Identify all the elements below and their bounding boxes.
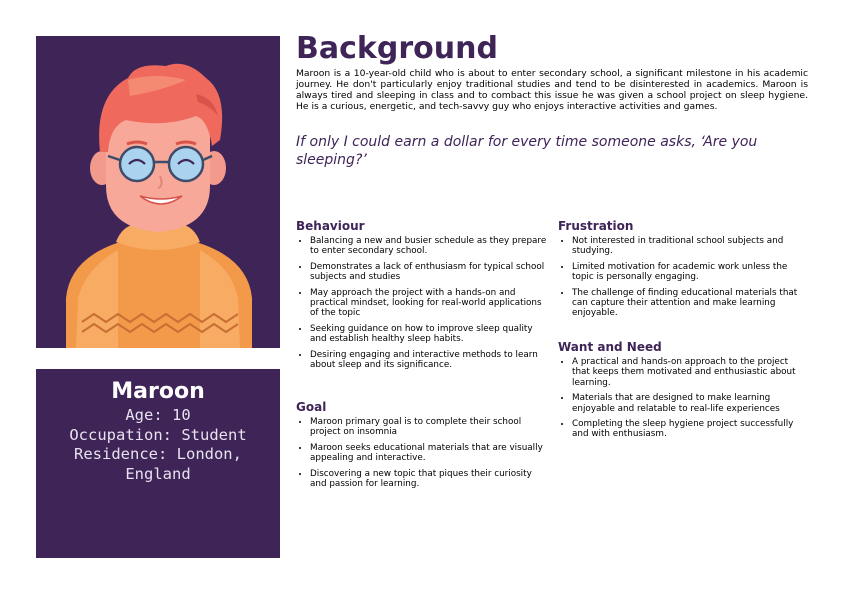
list-item: • May approach the project with a hands-on and practical mindset, looking for real-world applications of the topic bbox=[310, 288, 550, 319]
list-item: • Completing the sleep hygiene project successfully and with enthusiasm. bbox=[572, 419, 808, 440]
persona-name: Maroon bbox=[111, 379, 205, 404]
persona-occupation: Occupation: Student bbox=[69, 425, 247, 444]
goal-heading: Goal bbox=[296, 400, 327, 414]
list-item: • Maroon primary goal is to complete their school project on insomnia bbox=[310, 417, 550, 438]
persona-profile-card bbox=[36, 369, 280, 558]
frustration-section bbox=[558, 219, 808, 324]
avatar-illustration bbox=[36, 36, 280, 348]
goal-list bbox=[296, 417, 550, 489]
want-need-section bbox=[558, 340, 808, 445]
want-need-list bbox=[558, 357, 808, 440]
list-item: • Not interested in traditional school subjects and studying. bbox=[572, 236, 808, 257]
persona-age: Age: 10 bbox=[125, 406, 191, 424]
background-text: Maroon is a 10-year-old child who is about to enter secondary school, a significant milestone in his academic journey. He don't particularly enjoy traditional studies and tend to be disinterested in academics. Maroon is always tired and sleeping in class and to combact this issue he was given a school project on sleep hygiene. He is a curious, energetic, and tech-savvy guy who enjoys interactive activities and games. bbox=[296, 68, 808, 112]
behaviour-list bbox=[296, 236, 550, 370]
list-item: • The challenge of finding educational materials that can capture their attention and make learning enjoyable. bbox=[572, 288, 808, 319]
list-item: • Balancing a new and busier schedule as they prepare to enter secondary school. bbox=[310, 236, 550, 257]
list-item: • Desiring engaging and interactive methods to learn about sleep and its significance. bbox=[310, 350, 550, 371]
list-item: • Demonstrates a lack of enthusiasm for typical school subjects and studies bbox=[310, 262, 550, 283]
persona-quote: If only I could earn a dollar for every time someone asks, ‘Are you sleeping?’ bbox=[296, 134, 758, 168]
background-title: Background bbox=[296, 31, 498, 66]
behaviour-section bbox=[296, 219, 550, 375]
want-need-heading: Want and Need bbox=[558, 340, 662, 354]
frustration-list bbox=[558, 236, 808, 319]
persona-residence: Residence: London, England bbox=[74, 445, 242, 483]
list-item: • A practical and hands-on approach to the project that keeps them motivated and enthusiastic about learning. bbox=[572, 357, 808, 388]
list-item: • Materials that are designed to make learning enjoyable and relatable to real-life experiences bbox=[572, 393, 808, 414]
list-item: • Limited motivation for academic work unless the topic is personally engaging. bbox=[572, 262, 808, 283]
list-item: • Maroon seeks educational materials that are visually appealing and interactive. bbox=[310, 443, 550, 464]
behaviour-heading: Behaviour bbox=[296, 219, 365, 233]
frustration-heading: Frustration bbox=[558, 219, 634, 233]
persona-portrait bbox=[36, 36, 280, 348]
goal-section bbox=[296, 400, 550, 494]
list-item: • Seeking guidance on how to improve sleep quality and establish healthy sleep habits. bbox=[310, 324, 550, 345]
list-item: • Discovering a new topic that piques their curiosity and passion for learning. bbox=[310, 469, 550, 490]
